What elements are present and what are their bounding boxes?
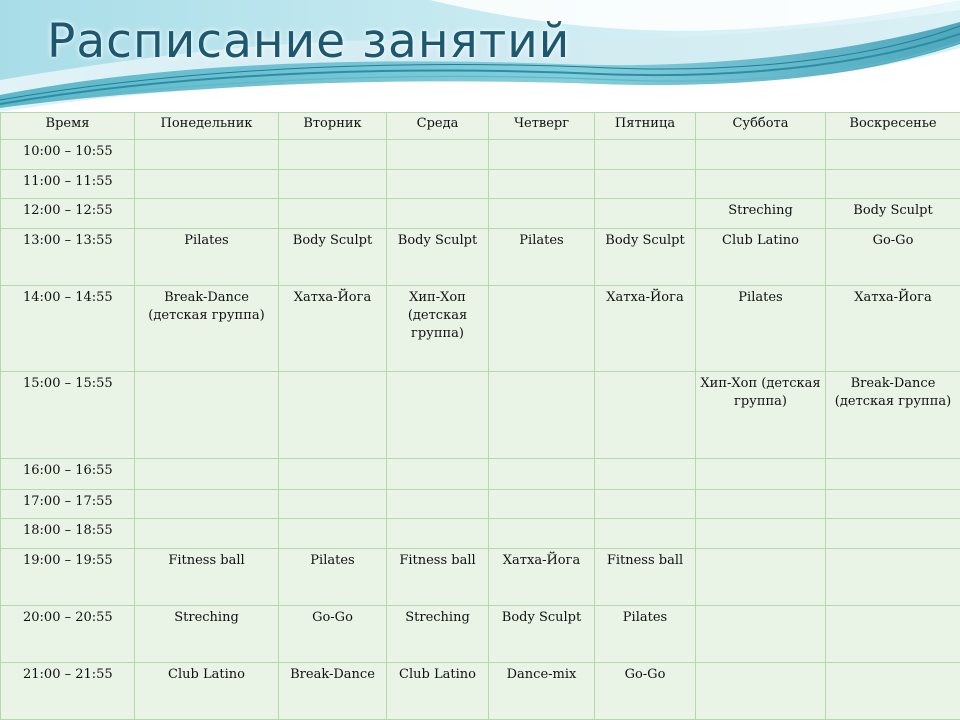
schedule-cell	[489, 372, 595, 459]
schedule-cell	[826, 459, 960, 490]
schedule-cell: Хатха-Йога	[826, 285, 960, 372]
time-cell: 11:00 – 11:55	[1, 169, 135, 199]
schedule-cell: Dance-mix	[489, 662, 595, 719]
schedule-cell	[387, 372, 489, 459]
schedule-cell	[595, 489, 696, 519]
header-monday: Понедельник	[135, 113, 279, 140]
time-cell: 10:00 – 10:55	[1, 140, 135, 170]
time-cell: 12:00 – 12:55	[1, 199, 135, 229]
table-row	[1, 548, 960, 605]
schedule-cell	[826, 605, 960, 662]
schedule-cell	[387, 140, 489, 170]
schedule-cell: Хатха-Йога	[279, 285, 387, 372]
table-row	[1, 605, 960, 662]
schedule-cell: Pilates	[135, 228, 279, 285]
table-row	[1, 372, 960, 459]
schedule-cell: Fitness ball	[595, 548, 696, 605]
header-friday: Пятница	[595, 113, 696, 140]
schedule-cell	[826, 519, 960, 549]
schedule-cell	[135, 519, 279, 549]
schedule-cell: Хатха-Йога	[595, 285, 696, 372]
schedule-cell	[826, 489, 960, 519]
table-row	[1, 489, 960, 519]
schedule-cell: Pilates	[279, 548, 387, 605]
header-wednesday: Среда	[387, 113, 489, 140]
schedule-cell	[826, 548, 960, 605]
schedule-cell: Break-Dance (детская группа)	[826, 372, 960, 459]
time-cell: 19:00 – 19:55	[1, 548, 135, 605]
table-row	[1, 519, 960, 549]
table-row	[1, 459, 960, 490]
schedule-cell	[489, 169, 595, 199]
schedule-cell	[595, 169, 696, 199]
header-row	[1, 113, 960, 140]
schedule-cell	[595, 459, 696, 490]
schedule-cell: Go-Go	[826, 228, 960, 285]
time-cell: 20:00 – 20:55	[1, 605, 135, 662]
schedule-cell: Body Sculpt	[489, 605, 595, 662]
schedule-cell	[387, 489, 489, 519]
schedule-cell	[489, 459, 595, 490]
schedule-cell: Хип-Хоп (детская группа)	[696, 372, 826, 459]
table-row	[1, 662, 960, 719]
schedule-cell	[387, 459, 489, 490]
schedule-cell	[595, 519, 696, 549]
schedule-cell	[279, 519, 387, 549]
time-cell: 14:00 – 14:55	[1, 285, 135, 372]
schedule-cell: Pilates	[595, 605, 696, 662]
header-tuesday: Вторник	[279, 113, 387, 140]
schedule-cell	[696, 489, 826, 519]
schedule-cell: Go-Go	[595, 662, 696, 719]
schedule-table	[0, 112, 960, 720]
header-sunday: Воскресенье	[826, 113, 960, 140]
time-cell: 18:00 – 18:55	[1, 519, 135, 549]
schedule-cell	[279, 140, 387, 170]
schedule-cell	[279, 372, 387, 459]
schedule-cell: Body Sculpt	[387, 228, 489, 285]
schedule-cell	[696, 169, 826, 199]
schedule-cell	[595, 140, 696, 170]
schedule-cell	[387, 169, 489, 199]
schedule-cell	[696, 662, 826, 719]
schedule-cell: Streching	[387, 605, 489, 662]
header-thursday: Четверг	[489, 113, 595, 140]
schedule-cell: Break-Dance (детская группа)	[135, 285, 279, 372]
time-cell: 15:00 – 15:55	[1, 372, 135, 459]
schedule-cell	[279, 459, 387, 490]
schedule-cell: Body Sculpt	[279, 228, 387, 285]
schedule-cell	[595, 372, 696, 459]
schedule-cell	[696, 519, 826, 549]
schedule-cell: Club Latino	[696, 228, 826, 285]
schedule-cell	[279, 199, 387, 229]
schedule-cell: Streching	[135, 605, 279, 662]
schedule-cell	[489, 285, 595, 372]
schedule-cell: Body Sculpt	[826, 199, 960, 229]
header-saturday: Суббота	[696, 113, 826, 140]
schedule-cell	[387, 199, 489, 229]
page-title: Расписание занятий	[47, 14, 571, 69]
schedule-cell	[489, 489, 595, 519]
schedule-cell	[696, 605, 826, 662]
schedule-cell: Fitness ball	[387, 548, 489, 605]
schedule-cell: Хип-Хоп (детская группа)	[387, 285, 489, 372]
schedule-cell: Break-Dance	[279, 662, 387, 719]
schedule-cell	[135, 489, 279, 519]
schedule-cell: Go-Go	[279, 605, 387, 662]
schedule-cell: Fitness ball	[135, 548, 279, 605]
schedule-cell	[489, 140, 595, 170]
header-time: Время	[1, 113, 135, 140]
schedule-cell: Club Latino	[135, 662, 279, 719]
schedule-cell	[826, 169, 960, 199]
schedule-cell: Streching	[696, 199, 826, 229]
schedule-cell	[135, 169, 279, 199]
schedule-cell	[826, 662, 960, 719]
schedule-cell	[696, 140, 826, 170]
table-row	[1, 228, 960, 285]
schedule-cell	[826, 140, 960, 170]
schedule-cell	[135, 459, 279, 490]
schedule-cell: Pilates	[696, 285, 826, 372]
table-row	[1, 169, 960, 199]
time-cell: 17:00 – 17:55	[1, 489, 135, 519]
schedule-cell	[595, 199, 696, 229]
schedule-cell	[279, 169, 387, 199]
schedule-cell	[135, 372, 279, 459]
header-banner	[0, 0, 960, 112]
schedule-cell	[135, 199, 279, 229]
time-cell: 16:00 – 16:55	[1, 459, 135, 490]
schedule-cell	[489, 519, 595, 549]
schedule-cell: Club Latino	[387, 662, 489, 719]
schedule-cell: Pilates	[489, 228, 595, 285]
schedule-cell	[387, 519, 489, 549]
time-cell: 21:00 – 21:55	[1, 662, 135, 719]
schedule-cell	[696, 459, 826, 490]
table-row	[1, 140, 960, 170]
schedule-cell	[279, 489, 387, 519]
schedule-cell: Body Sculpt	[595, 228, 696, 285]
table-row	[1, 199, 960, 229]
schedule-cell	[135, 140, 279, 170]
table-row	[1, 285, 960, 372]
schedule-cell	[696, 548, 826, 605]
time-cell: 13:00 – 13:55	[1, 228, 135, 285]
schedule-cell: Хатха-Йога	[489, 548, 595, 605]
schedule-cell	[489, 199, 595, 229]
